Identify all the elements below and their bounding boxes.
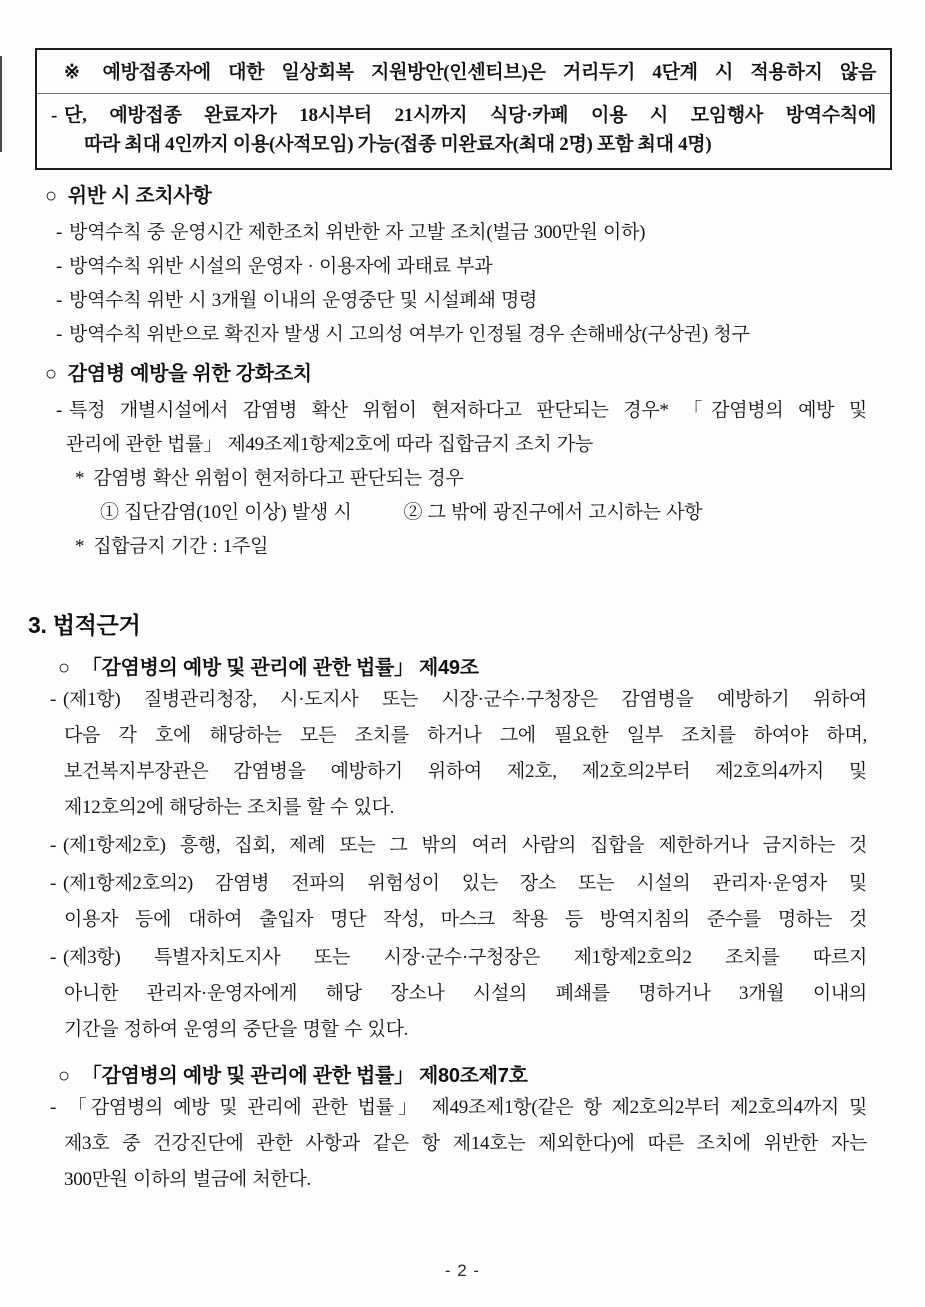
paragraph-line: 다음 각 호에 해당하는 모든 조치를 하거나 그에 필요한 일부 조치를 하여야 하며, bbox=[64, 725, 867, 746]
paragraph-line: - 「감염병의 예방 및 관리에 관한 법률」 제49조제1항(같은 항 제2호의2부터 제2호의4까지 및 bbox=[50, 1097, 867, 1118]
dash-bullet: - bbox=[50, 689, 57, 710]
legal-paragraph-49-4 bbox=[50, 940, 867, 1048]
legal-paragraph-49-3 bbox=[50, 866, 867, 938]
list-item: - 방역수칙 중 운영시간 제한조치 위반한 자 고발 조치(벌금 300만원 이하) bbox=[56, 222, 646, 243]
paragraph-line: 기간을 정하여 운영의 중단을 명할 수 있다. bbox=[64, 1019, 409, 1040]
notice-line-2: - 단, 예방접종 완료자가 18시부터 21시까지 식당·카페 이용 시 모임행사 방역수칙에 bbox=[51, 105, 876, 126]
dash-bullet: - bbox=[56, 290, 63, 311]
paragraph-line: - 특정 개별시설에서 감염병 확산 위험이 현저하다고 판단되는 경우* 「감염병의 예방 및 bbox=[56, 400, 867, 421]
paragraph-line: 제12호의2에 해당하는 조치를 할 수 있다. bbox=[64, 797, 395, 818]
list-item: - 방역수칙 위반 시 3개월 이내의 운영중단 및 시설폐쇄 명령 bbox=[56, 290, 538, 311]
section-heading-legal-basis bbox=[28, 610, 867, 640]
circle-bullet: ○ bbox=[45, 185, 57, 207]
section-title: 법적근거 bbox=[52, 612, 141, 638]
legal-paragraph-80-1 bbox=[50, 1090, 867, 1198]
legal-paragraph-49-2 bbox=[50, 828, 867, 864]
strengthen-paragraph bbox=[56, 394, 867, 462]
dash-bullet: - bbox=[56, 222, 63, 243]
asterisk-bullet: * bbox=[75, 536, 85, 557]
circle-bullet: ○ bbox=[58, 1065, 70, 1087]
dash-bullet: - bbox=[50, 835, 57, 856]
law-title: 「감염병의 예방 및 관리에 관한 법률」 제49조 bbox=[81, 657, 479, 679]
list-item: - 방역수칙 위반 시설의 운영자 · 이용자에 과태료 부과 bbox=[56, 256, 493, 277]
paragraph-line: - (제1항제2호) 흥행, 집회, 제례 또는 그 밖의 여러 사람의 집합을 제한하거나 금지하는 것 bbox=[50, 835, 867, 856]
page-number: - 2 - bbox=[444, 1261, 481, 1280]
dash-bullet: - bbox=[56, 256, 63, 277]
dash-bullet: - bbox=[50, 1097, 57, 1118]
dash-bullet: - bbox=[50, 947, 57, 968]
paragraph-line: 제3호 중 건강진단에 관한 사항과 같은 항 제14호는 제외한다)에 따른 조치에 위반한 자는 bbox=[64, 1133, 867, 1154]
paragraph-line: - (제1항제2호의2) 감염병 전파의 위험성이 있는 장소 또는 시설의 관리자·운영자 및 bbox=[50, 873, 867, 894]
notice-line-1: 예방접종자에 대한 일상회복 지원방안(인센티브)은 거리두기 4단계 시 적용하지 않음 bbox=[102, 62, 876, 83]
law-heading-article49 bbox=[58, 654, 867, 682]
paragraph-line: - (제1항) 질병관리청장, 시·도지사 또는 시장·군수·구청장은 감염병을 예방하기 위하여 bbox=[50, 689, 867, 710]
law-title: 「감염병의 예방 및 관리에 관한 법률」 제80조제7호 bbox=[81, 1065, 528, 1087]
notice-row-exception bbox=[37, 94, 890, 168]
paragraph-line: 관리에 관한 법률」 제49조제1항제2호에 따라 집합금지 조치 가능 bbox=[66, 434, 593, 455]
case-row bbox=[100, 496, 867, 530]
circle-bullet: ○ bbox=[45, 363, 57, 385]
section-heading-violation bbox=[45, 182, 867, 210]
paragraph-line: - (제3항) 특별자치도지사 또는 시장·군수·구청장은 제1항제2호의2 조치를 따르지 bbox=[50, 947, 867, 968]
section-title: 위반 시 조치사항 bbox=[67, 185, 212, 207]
paragraph-line: 보건복지부장관은 감염병을 예방하기 위하여 제2호, 제2호의2부터 제2호의4까지 및 bbox=[64, 761, 867, 782]
notice-line-3: 따라 최대 4인까지 이용(사적모임) 가능(접종 미완료자(최대 2명) 포함 최대 4명) bbox=[84, 134, 712, 155]
section-heading-strengthen bbox=[45, 360, 867, 388]
list-item: - 방역수칙 위반으로 확진자 발생 시 고의성 여부가 인정될 경우 손해배상(구상권) 청구 bbox=[56, 324, 750, 345]
footnote: * 집합금지 기간 : 1주일 bbox=[75, 536, 269, 557]
section-number: 3. bbox=[28, 612, 47, 638]
section-title: 감염병 예방을 위한 강화조치 bbox=[67, 363, 312, 385]
paragraph-line: 이용자 등에 대하여 출입자 명단 작성, 마스크 착용 등 방역지침의 준수를 명하는 것 bbox=[64, 909, 867, 930]
circle-bullet: ○ bbox=[58, 657, 70, 679]
case-item: ② 그 밖에 광진구에서 고시하는 사항 bbox=[403, 502, 703, 523]
footnote: * 감염병 확산 위험이 현저하다고 판단되는 경우 bbox=[75, 468, 464, 489]
dash-bullet: - bbox=[56, 400, 63, 421]
paragraph-line: 아니한 관리자·운영자에게 해당 장소나 시설의 폐쇄를 명하거나 3개월 이내의 bbox=[64, 983, 867, 1004]
reference-mark-icon: ※ bbox=[64, 62, 93, 83]
notice-box bbox=[35, 48, 892, 170]
law-heading-article80 bbox=[58, 1062, 867, 1090]
scan-artifact bbox=[0, 56, 2, 152]
legal-paragraph-49-1 bbox=[50, 682, 867, 826]
case-item: ① 집단감염(10인 이상) 발생 시 bbox=[100, 502, 352, 523]
notice-row-incentive bbox=[37, 50, 890, 94]
violation-list bbox=[56, 216, 867, 352]
paragraph-line: 300만원 이하의 벌금에 처한다. bbox=[64, 1169, 311, 1190]
dash-bullet: - bbox=[50, 873, 57, 894]
dash-bullet: - bbox=[51, 105, 58, 126]
dash-bullet: - bbox=[56, 324, 63, 345]
asterisk-bullet: * bbox=[75, 468, 85, 489]
